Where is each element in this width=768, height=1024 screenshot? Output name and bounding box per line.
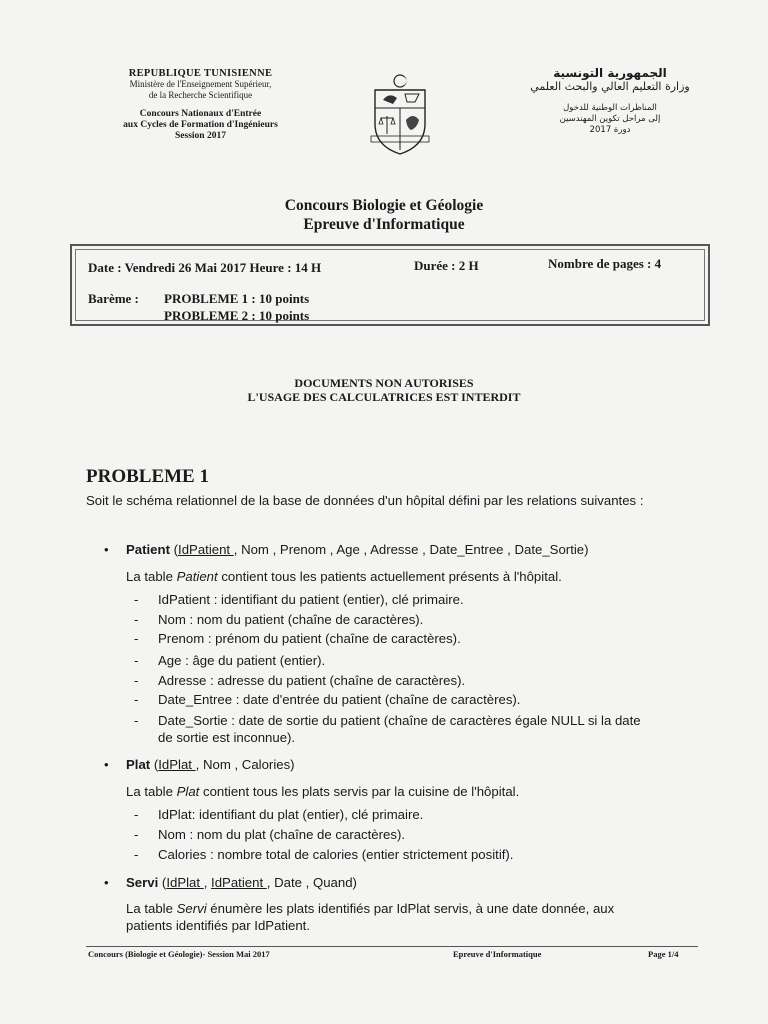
- session-arabic: دورة 2017: [589, 125, 631, 135]
- plat-attr-nom: Nom : nom du plat (chaîne de caractères).: [158, 827, 406, 842]
- plat-attr-idplat: IdPlat: identifiant du plat (entier), clé primaire.: [158, 807, 424, 822]
- footer-divider: [86, 946, 698, 947]
- relation-patient: Patient (IdPatient , Nom , Prenom , Age , Adresse , Date_Entree , Date_Sortie): [126, 542, 589, 557]
- exam-date: Date : Vendredi 26 Mai 2017 Heure : 14 H: [88, 260, 322, 275]
- servi-description-cont: patients identifiés par IdPatient.: [126, 918, 311, 933]
- patient-attr-age: Age : âge du patient (entier).: [158, 653, 326, 668]
- patient-attr-date-sortie-cont: de sortie est inconnue).: [158, 730, 296, 745]
- problem-intro: Soit le schéma relationnel de la base de données d'un hôpital défini par les relations suivantes :: [86, 493, 644, 508]
- footer-left: Concours (Biologie et Géologie)- Session Mai 2017: [88, 949, 270, 959]
- patient-attr-date-entree: Date_Entree : date d'entrée du patient (chaîne de caractères).: [158, 692, 521, 707]
- problem-heading: PROBLEME 1: [86, 466, 209, 487]
- exam-duration: Durée : 2 H: [414, 258, 479, 273]
- page-count: Nombre de pages : 4: [548, 256, 662, 271]
- country-name-arabic: الجمهورية التونسية: [553, 66, 667, 80]
- bareme-problem2: PROBLEME 2 : 10 points: [164, 308, 310, 323]
- exam-title: Concours Biologie et Géologie: [284, 197, 484, 214]
- patient-attr-prenom: Prenom : prénom du patient (chaîne de caractères).: [158, 631, 461, 646]
- concours-line2: aux Cycles de Formation d'Ingénieurs: [123, 120, 278, 130]
- ministry-line1: Ministère de l'Enseignement Supérieur,: [129, 79, 272, 89]
- exam-subtitle: Epreuve d'Informatique: [303, 216, 465, 233]
- servi-description: La table Servi énumère les plats identifiés par IdPlat servis, à une date donnée, aux: [126, 901, 615, 916]
- bullet-icon: •: [104, 757, 109, 772]
- ministry-arabic: وزارة التعليم العالي والبحث العلمي: [530, 80, 690, 93]
- bullet-icon: •: [104, 875, 109, 890]
- header-left: [88, 68, 313, 142]
- plat-description: La table Plat contient tous les plats servis par la cuisine de l'hôpital.: [126, 784, 520, 799]
- bareme-label: Barème :: [88, 291, 139, 306]
- notice-calculators: L'USAGE DES CALCULATRICES EST INTERDIT: [247, 390, 521, 404]
- patient-attr-idpatient: IdPatient : identifiant du patient (entier), clé primaire.: [158, 592, 464, 607]
- patient-description: La table Patient contient tous les patients actuellement présents à l'hôpital.: [126, 569, 562, 584]
- info-box: [70, 244, 710, 326]
- patient-attr-date-sortie: Date_Sortie : date de sortie du patient (chaîne de caractères égale NULL si la date: [158, 713, 641, 728]
- concours-arabic-line1: المناظرات الوطنية للدخول: [563, 103, 657, 113]
- concours-arabic-line2: إلى مراحل تكوين المهندسين: [559, 114, 661, 124]
- plat-attr-calories: Calories : nombre total de calories (entier strictement positif).: [158, 847, 514, 862]
- tunisia-emblem-icon: [369, 72, 431, 158]
- relation-servi: Servi (IdPlat , IdPatient , Date , Quand): [126, 875, 357, 890]
- ministry-line2: de la Recherche Scientifique: [148, 90, 253, 100]
- country-name: REPUBLIQUE TUNISIENNE: [128, 68, 273, 79]
- patient-attr-nom: Nom : nom du patient (chaîne de caractères).: [158, 612, 424, 627]
- notice-documents: DOCUMENTS NON AUTORISES: [294, 376, 474, 390]
- footer-center: Epreuve d'Informatique: [453, 949, 542, 959]
- bareme-problem1: PROBLEME 1 : 10 points: [164, 291, 310, 306]
- footer-page: Page 1/4: [648, 949, 679, 959]
- bullet-icon: •: [104, 542, 109, 557]
- header-right: [500, 66, 720, 136]
- relation-plat: Plat (IdPlat , Nom , Calories): [126, 757, 295, 772]
- patient-attr-adresse: Adresse : adresse du patient (chaîne de caractères).: [158, 673, 466, 688]
- concours-line1: Concours Nationaux d'Entrée: [139, 109, 262, 119]
- session: Session 2017: [175, 131, 226, 141]
